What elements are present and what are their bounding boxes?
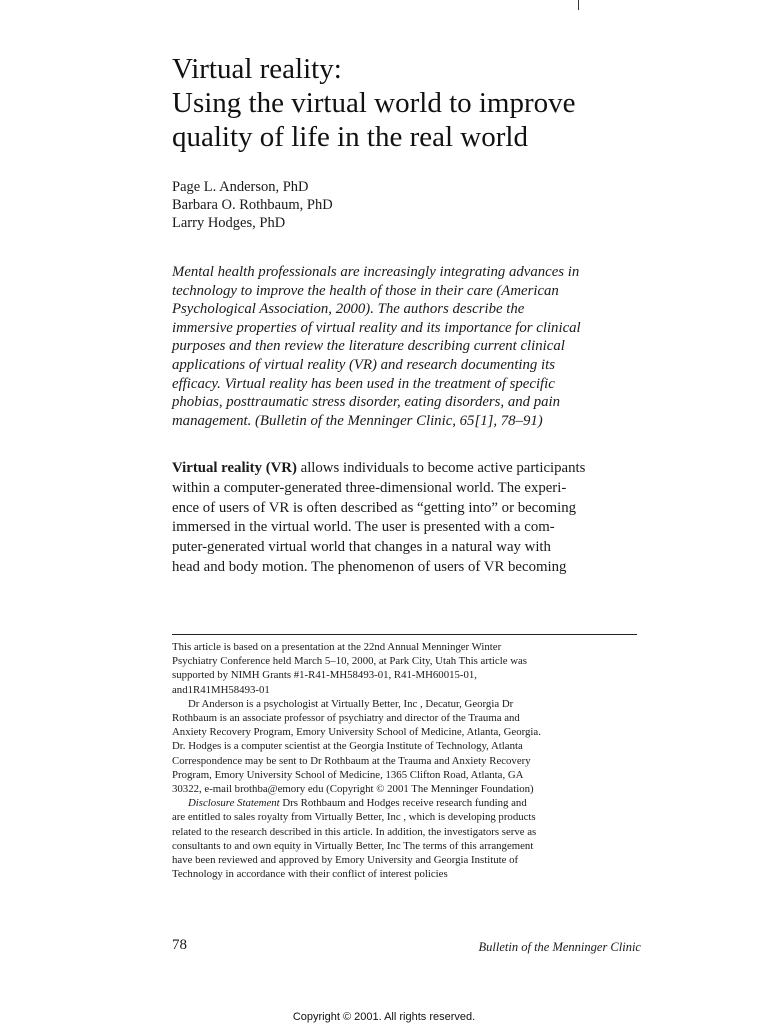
copyright-notice: Copyright © 2001. All rights reserved. [292,1011,476,1023]
author-name: Page L. Anderson, PhD [172,179,309,195]
abstract [172,263,652,430]
body-line: ence of users of VR is often described as “getting into” or becoming [172,499,577,516]
abstract-line: phobias, posttraumatic stress disorder, eating disorders, and pain [172,394,561,411]
abstract-line: efficacy. Virtual reality has been used in the treatment of specific [172,375,555,392]
abstract-line: immersive properties of virtual reality and its importance for clinical [172,319,581,336]
author-name: Larry Hodges, PhD [172,215,286,231]
body-line: immersed in the virtual world. The user is presented with a com- [172,519,555,536]
abstract-line: Psychological Association, 2000). The authors describe the [172,301,525,318]
footnote-line: consultants to and own equity in Virtually Better, Inc The terms of this arrangement [172,839,534,852]
title-line: Virtual reality: [172,53,342,85]
abstract-line: management. (Bulletin of the Menninger Clinic, 65[1], 78–91) [172,412,543,429]
page-edge-mark [578,0,579,10]
author-list [172,178,572,232]
running-footer-journal: Bulletin of the Menninger Clinic [478,940,641,954]
disclosure-label: Disclosure Statement [188,797,280,810]
footnote-line: Dr. Hodges is a computer scientist at the Georgia Institute of Technology, Atlanta [172,740,523,753]
footnote-text: Drs Rothbaum and Hodges receive research funding and [279,797,527,810]
abstract-line: applications of virtual reality (VR) and research documenting its [172,356,556,373]
title-line: Using the virtual world to improve [172,87,576,119]
article-title [172,52,692,154]
footnote-line: are entitled to sales royalty from Virtually Better, Inc , which is developing products [172,811,536,824]
footnote-line: Dr Anderson is a psychologist at Virtually Better, Inc , Decatur, Georgia Dr [188,697,514,710]
author-name: Barbara O. Rothbaum, PhD [172,197,333,213]
footnote-line: supported by NIMH Grants #1-R41-MH58493-01, R41-MH60015-01, [172,669,477,682]
title-line: quality of life in the real world [172,121,528,153]
footnote-line: Psychiatry Conference held March 5–10, 2000, at Park City, Utah This article was [172,655,528,668]
footnote-line: Rothbaum is an associate professor of psychiatry and director of the Trauma and [172,712,520,725]
body-paragraph [172,459,642,578]
footnote-line: Correspondence may be sent to Dr Rothbaum at the Trauma and Anxiety Recovery [172,754,531,767]
abstract-line: purposes and then review the literature describing current clinical [172,338,565,355]
abstract-line: technology to improve the health of those in their care (American [172,282,559,299]
footnote-line: have been reviewed and approved by Emory University and Georgia Institute of [172,854,519,867]
footnote-line [172,796,642,810]
body-line [172,459,642,479]
footnote-line: and1R41MH58493-01 [172,683,270,696]
body-line-text: allows individuals to become active participants [296,460,586,476]
body-line: head and body motion. The phenomenon of users of VR becoming [172,558,567,575]
body-line: within a computer-generated three-dimensional world. The experi- [172,479,567,496]
body-line: puter-generated virtual world that changes in a natural way with [172,539,551,556]
abstract-line: Mental health professionals are increasingly integrating advances in [172,264,580,280]
footnotes [172,640,642,881]
footnote-line: Program, Emory University School of Medicine, 1365 Clifton Road, Atlanta, GA [172,768,524,781]
footnote-line: 30322, e-mail brothba@emory edu (Copyright © 2001 The Menninger Foundation) [172,783,534,796]
footnote-line: This article is based on a presentation at the 22nd Annual Menninger Winter [172,641,502,653]
footnote-line: related to the research described in this article. In addition, the investigators serve as [172,825,537,838]
footnote-line: Technology in accordance with their conflict of interest policies [172,868,448,881]
body-lead-term: Virtual reality (VR) [172,460,297,476]
footnote-line: Anxiety Recovery Program, Emory University School of Medicine, Atlanta, Georgia. [172,726,541,739]
footnote-rule [172,634,637,635]
page-number: 78 [172,937,187,953]
